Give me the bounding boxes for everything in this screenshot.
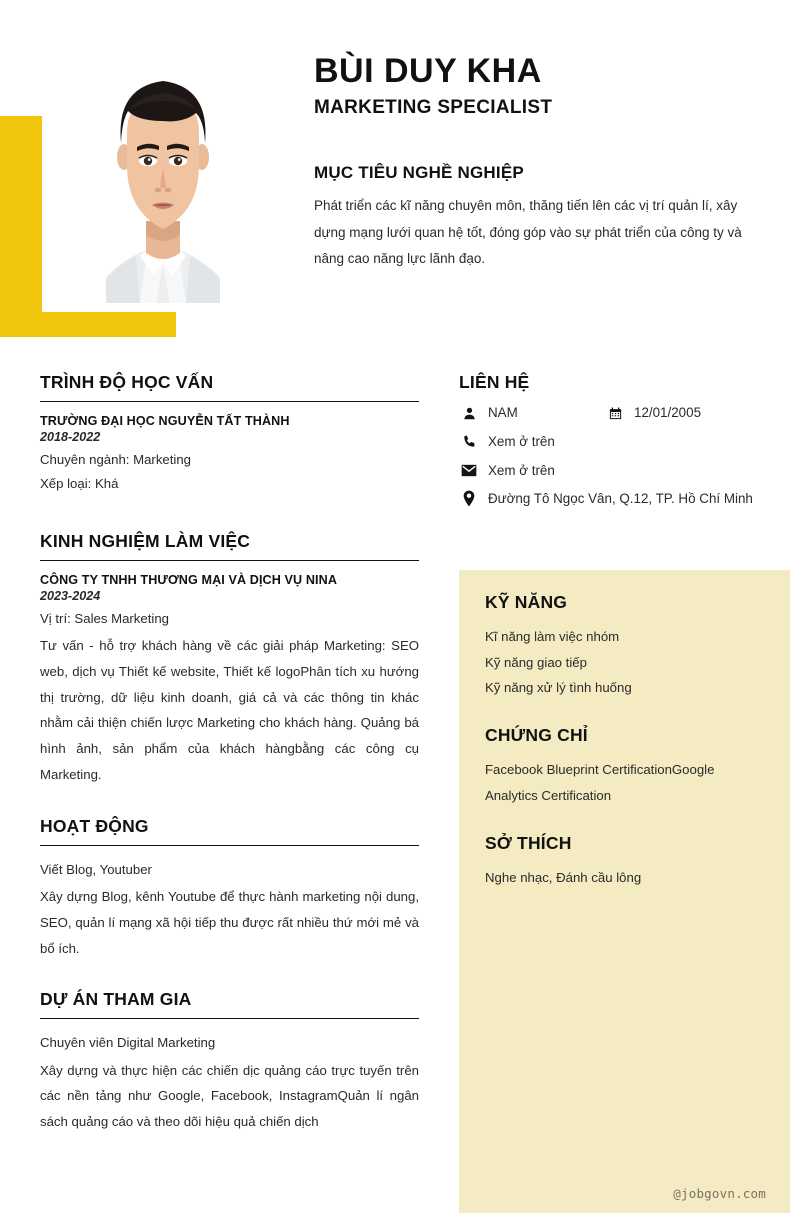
- activities-section-title: HOẠT ĐỘNG: [40, 815, 149, 836]
- spacer: [40, 794, 419, 816]
- skills-section: [485, 592, 764, 701]
- projects-section-title: DỰ ÁN THAM GIA: [40, 989, 192, 1010]
- experience-divider: [40, 560, 419, 561]
- contact-birthday: 12/01/2005: [634, 405, 702, 420]
- header-text-block: [314, 52, 754, 272]
- contact-section-title: LIÊN HỆ: [459, 372, 530, 392]
- education-dates: 2018-2022: [40, 430, 101, 444]
- experience-company: CÔNG TY TNHH THƯƠNG MẠI VÀ DỊCH VỤ NINA: [40, 572, 338, 587]
- certificates-text: Facebook Blueprint CertificationGoogle Analytics Certification: [485, 762, 715, 803]
- contact-gender: NAM: [488, 405, 518, 420]
- spacer: [40, 967, 419, 989]
- activities-divider: [40, 845, 419, 846]
- objective-heading: MỤC TIÊU NGHỀ NGHIỆP: [314, 163, 524, 183]
- skills-item: Kỹ năng xử lý tình huống: [485, 680, 632, 696]
- education-major: Chuyên ngành: Marketing: [40, 452, 192, 467]
- experience-section-title: KINH NGHIỆM LÀM VIỆC: [40, 530, 251, 551]
- contact-section: [459, 372, 759, 518]
- experience-description: Tư vấn - hỗ trợ khách hàng về các giải pháp Marketing: SEO web, dịch vụ Thiết kế website, Thiết kế logoPhân tích xu hướng thị trường, dữ liệu kinh doanh, giá cả và các thông tin khác nhằm cải thiện chiến lược Marketing cho khách hàng. Quảng bá hình ảnh, sản phẩm của khách hàngbằng các công cụ Marketing.: [40, 638, 419, 782]
- hobbies-text: Nghe nhạc, Đánh cầu lông: [485, 869, 642, 885]
- education-section-title: TRÌNH ĐỘ HỌC VẤN: [40, 372, 214, 392]
- skills-item: Kĩ năng làm việc nhóm: [485, 629, 620, 644]
- education-section: [40, 372, 419, 497]
- activities-summary: Viết Blog, Youtuber: [40, 861, 152, 877]
- activities-section: [40, 816, 419, 962]
- contact-email: Xem ở trên: [488, 462, 555, 478]
- calendar-icon: [605, 404, 625, 423]
- contact-row-phone: [459, 432, 759, 453]
- location-pin-icon: [459, 489, 479, 508]
- person-icon: [459, 404, 479, 423]
- candidate-name: BÙI DUY KHA: [314, 52, 542, 90]
- objective-body: Phát triển các kĩ năng chuyên môn, thăng tiến lên các vị trí quản lí, xây dựng mạng lưới quan hệ tốt, đóng góp vào sự phát triển của công ty và nâng cao năng lực lãnh đạo.: [314, 198, 742, 267]
- watermark: @jobgovn.com: [673, 1186, 766, 1201]
- experience-section: [40, 531, 419, 788]
- contact-phone: Xem ở trên: [488, 433, 555, 449]
- contact-row-gender-birthday: [459, 403, 759, 424]
- spacer: [485, 809, 764, 833]
- portrait-illustration: [66, 25, 260, 303]
- header-section: [0, 0, 790, 340]
- phone-icon: [459, 432, 479, 451]
- certificates-section-title: CHỨNG CHỈ: [485, 725, 588, 746]
- spacer: [485, 701, 764, 725]
- skills-item: Kỹ năng giao tiếp: [485, 654, 587, 670]
- side-panel: [459, 570, 790, 1213]
- contact-address: Đường Tô Ngọc Vân, Q.12, TP. Hồ Chí Minh: [488, 491, 753, 507]
- hobbies-section: [485, 833, 764, 891]
- spacer: [40, 503, 419, 531]
- contact-row-email: [459, 461, 759, 482]
- contact-row-address: [459, 489, 759, 510]
- certificates-section: [485, 725, 764, 808]
- education-grade: Xếp loại: Khá: [40, 476, 119, 492]
- envelope-icon: [459, 461, 479, 480]
- projects-section: [40, 989, 419, 1135]
- education-divider: [40, 401, 419, 402]
- left-column: [40, 372, 419, 1141]
- experience-position: Vị trí: Sales Marketing: [40, 610, 169, 626]
- experience-dates: 2023-2024: [40, 588, 101, 603]
- projects-summary: Chuyên viên Digital Marketing: [40, 1035, 216, 1051]
- education-school: TRƯỜNG ĐẠI HỌC NGUYỄN TẤT THÀNH: [40, 414, 290, 428]
- projects-description: Xây dựng và thực hiện các chiến dịc quảng cáo trực tuyến trên các nền tảng như Google, Facebook, InstagramQuản lí ngân sách quảng cáo và theo dõi hiệu quả chiến dịch: [40, 1062, 419, 1130]
- candidate-job-title: MARKETING SPECIALIST: [314, 97, 553, 119]
- activities-description: Xây dựng Blog, kênh Youtube để thực hành marketing nội dung, SEO, quản lí mạng xã hội tiếp thu được rất nhiều thứ mới mẻ và bổ ích.: [40, 889, 419, 956]
- profile-photo: [66, 25, 260, 303]
- skills-section-title: KỸ NĂNG: [485, 592, 568, 612]
- hobbies-section-title: SỞ THÍCH: [485, 832, 572, 853]
- projects-divider: [40, 1018, 419, 1019]
